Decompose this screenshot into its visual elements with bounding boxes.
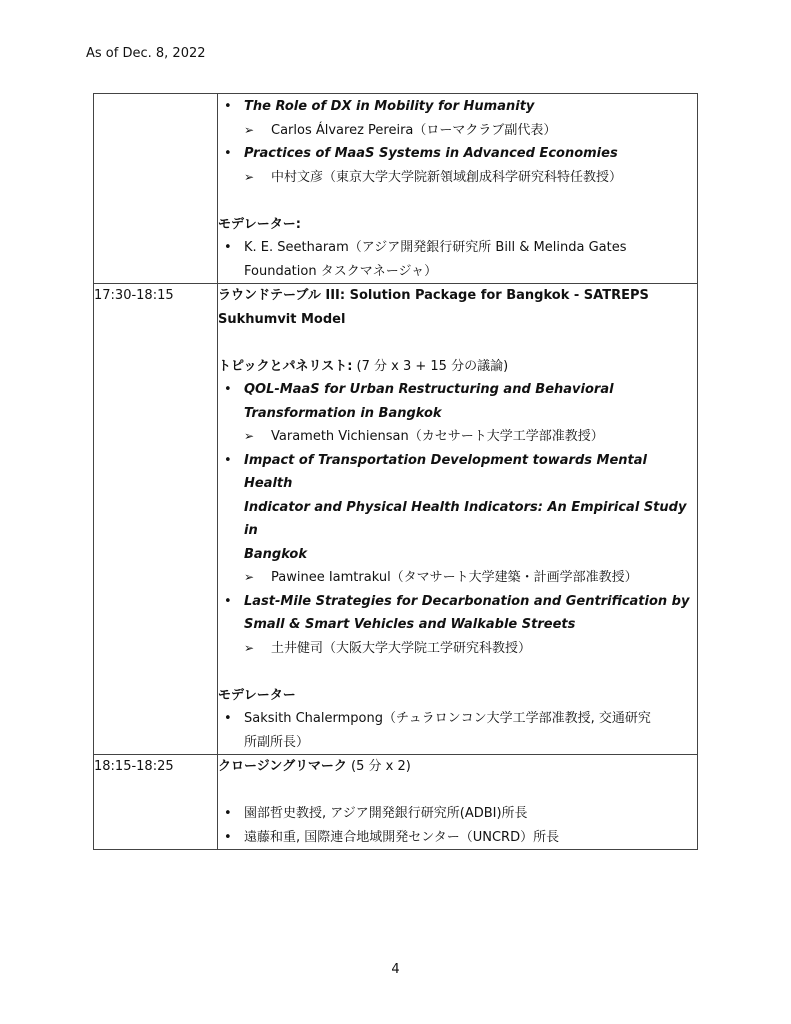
talk-title: • Practices of MaaS Systems in Advanced Economies (218, 142, 697, 166)
time-cell: 17:30-18:15 (94, 284, 218, 755)
time-cell (94, 94, 218, 284)
talk-title: • Impact of Transportation Development towards Mental Health Indicator and Physical Health Indicators: An Empirical Study in Bangkok (218, 449, 697, 567)
agenda-row (94, 755, 698, 850)
speaker: ➢ 中村文彦（東京大学大学院新領域創成科学研究科特任教授） (218, 166, 697, 190)
moderator: • K. E. Seetharam（アジア開発銀行研究所 Bill & Melinda Gates Foundation タスクマネージャ） (218, 236, 697, 283)
agenda-row (94, 284, 698, 755)
moderator-heading: モデレーター (218, 687, 296, 703)
content-cell (218, 94, 698, 284)
session-title: ラウンドテーブル III: Solution Package for Bangkok - SATREPS Sukhumvit Model (218, 288, 649, 327)
speaker: ➢ 土井健司（大阪大学大学院工学研究科教授） (218, 637, 697, 661)
topics-heading: トピックとパネリスト: (7 分 x 3 + 15 分の議論) (218, 358, 509, 374)
closing-speaker: • 園部哲史教授, アジア開発銀行研究所(ADBI)所長 (218, 802, 697, 826)
talk-title: • The Role of DX in Mobility for Humanity (218, 95, 697, 119)
content-cell (218, 755, 698, 850)
closing-speaker: • 遠藤和重, 国際連合地域開発センター（UNCRD）所長 (218, 826, 697, 850)
content-cell (218, 284, 698, 755)
agenda-row (94, 94, 698, 284)
speaker: ➢ Pawinee Iamtrakul（タマサート大学建築・計画学部准教授） (218, 566, 697, 590)
speaker: ➢ Varameth Vichiensan（カセサート大学工学部准教授） (218, 425, 697, 449)
speaker: ➢ Carlos Álvarez Pereira（ローマクラブ副代表） (218, 119, 697, 143)
agenda-table (93, 93, 698, 850)
moderator: • Saksith Chalermpong（チュラロンコン大学工学部准教授, 交通研究 所副所長） (218, 707, 697, 754)
time-cell: 18:15-18:25 (94, 755, 218, 850)
header-date: As of Dec. 8, 2022 (86, 46, 206, 61)
talk-title: • Last-Mile Strategies for Decarbonation and Gentrification by Small & Smart Vehicles and Walkable Streets (218, 590, 697, 637)
talk-title: • QOL-MaaS for Urban Restructuring and Behavioral Transformation in Bangkok (218, 378, 697, 425)
page-number: 4 (391, 962, 400, 977)
moderator-heading: モデレーター: (218, 216, 301, 232)
session-title: クロージングリマーク (5 分 x 2) (218, 759, 411, 774)
